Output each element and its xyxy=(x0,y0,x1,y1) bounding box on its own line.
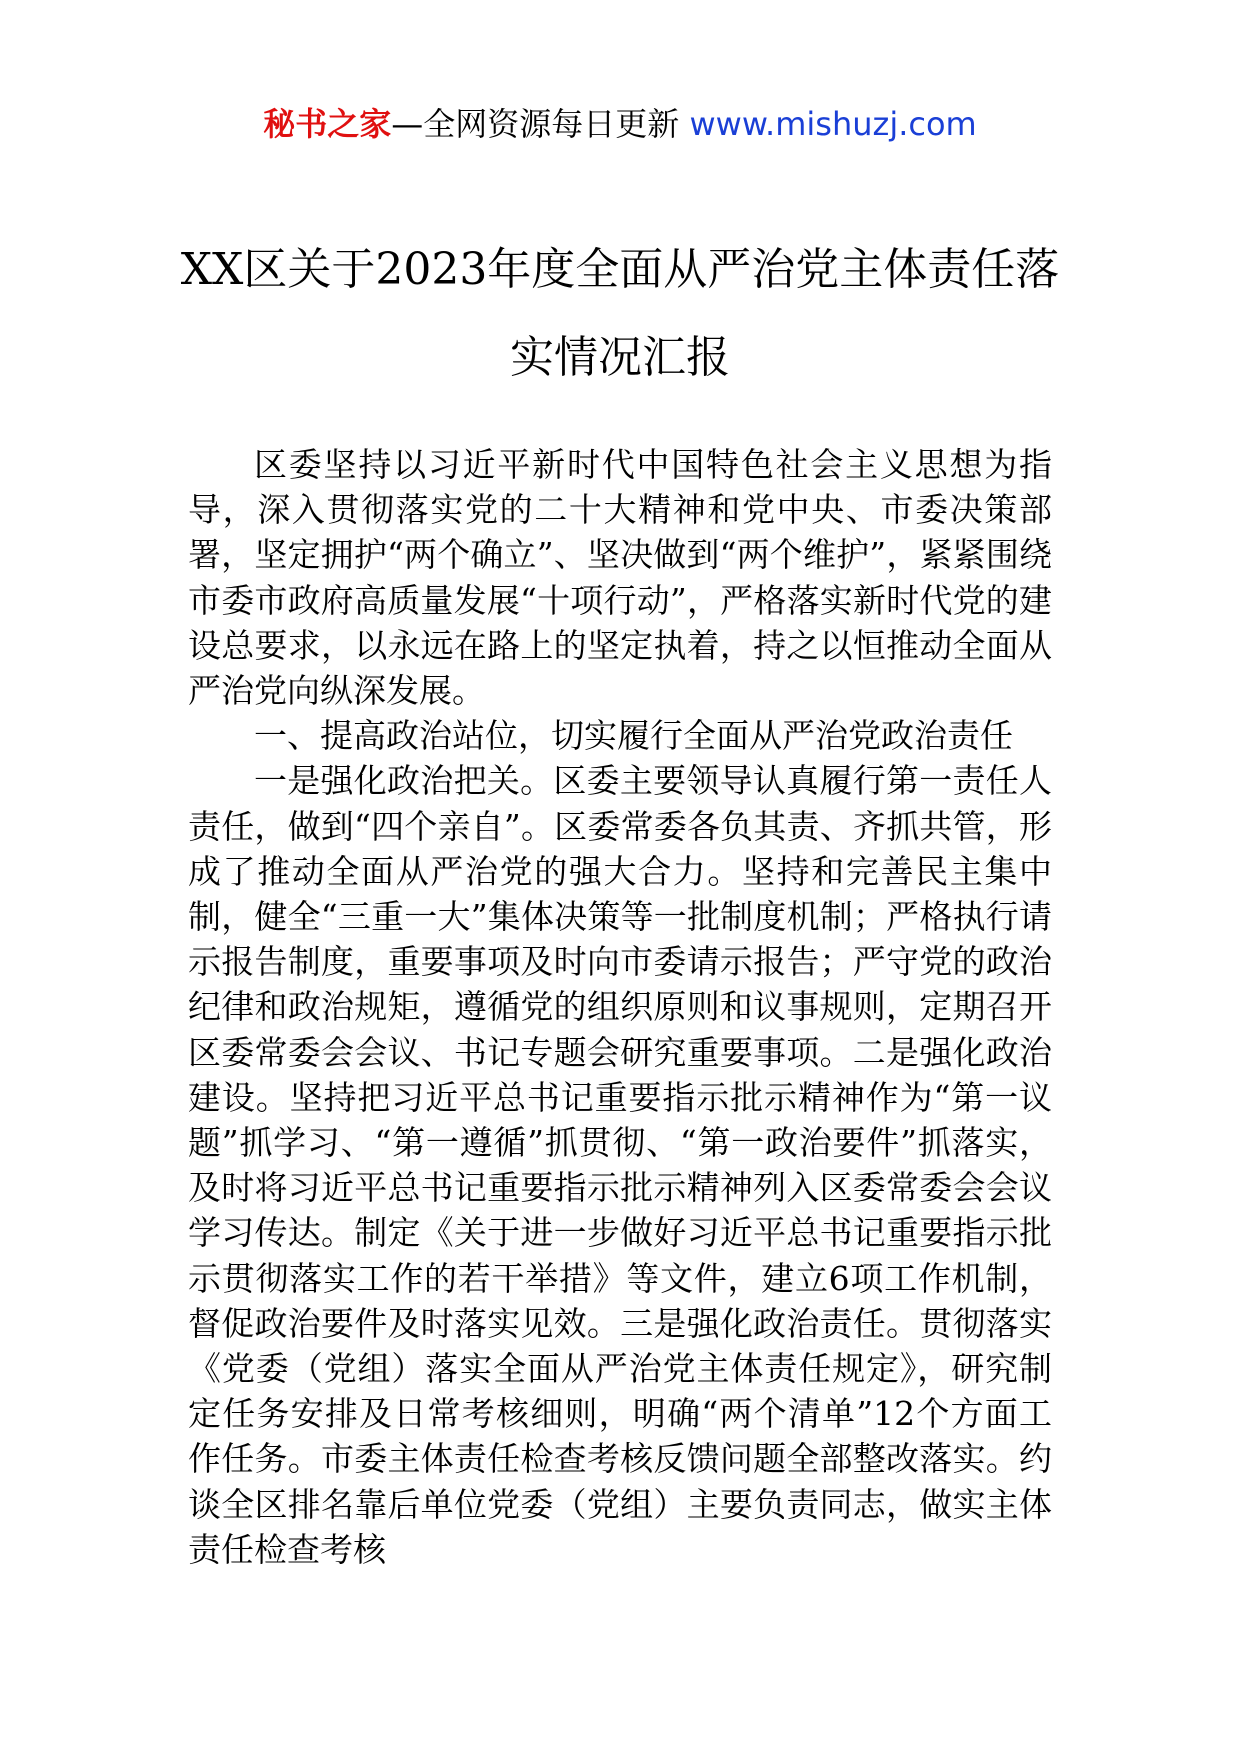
document-title: XX区关于2023年度全面从严治党主体责任落实情况汇报 xyxy=(180,244,1060,383)
site-brand: 秘书之家 xyxy=(263,105,392,143)
intro-paragraph: 区委坚持以习近平新时代中国特色社会主义思想为指导，深入贯彻落实党的二十大精神和党中央、市委决策部署，坚定拥护“两个确立”、坚决做到“两个维护”，紧紧围绕市委市政府高质量发展“十项行动”，严格落实新时代党的建设总要求，以永远在路上的坚定执着，持之以恒推动全面从严治党向纵深发展。 xyxy=(188,445,1052,711)
site-banner xyxy=(0,100,1240,148)
document-body xyxy=(188,442,1052,1572)
body-paragraph: 一是强化政治把关。区委主要领导认真履行第一责任人责任，做到“四个亲自”。区委常委各负其责、齐抓共管，形成了推动全面从严治党的强大合力。坚持和完善民主集中制，健全“三重一大”集体决策等一批制度机制；严格执行请示报告制度，重要事项及时向市委请示报告；严守党的政治纪律和政治规矩，遵循党的组织原则和议事规则，定期召开区委常委会会议、书记专题会研究重要事项。二是强化政治建设。坚持把习近平总书记重要指示批示精神作为“第一议题”抓学习、“第一遵循”抓贯彻、“第一政治要件”抓落实，及时将习近平总书记重要指示批示精神列入区委常委会会议学习传达。制定《关于进一步做好习近平总书记重要指示批示贯彻落实工作的若干举措》等文件，建立6项工作机制，督促政治要件及时落实见效。三是强化政治责任。贯彻落实《党委（党组）落实全面从严治党主体责任规定》，研究制定任务安排及日常考核细则，明确“两个清单”12个方面工作任务。市委主体责任检查考核反馈问题全部整改落实。约谈全区排名靠后单位党委（党组）主要负责同志，做实主体责任检查考核 xyxy=(188,761,1052,1569)
site-url-link[interactable]: www.mishuzj.com xyxy=(689,105,977,143)
site-tagline: —全网资源每日更新 xyxy=(391,105,680,143)
section-heading: 一、提高政治站位，切实履行全面从严治党政治责任 xyxy=(254,716,1013,756)
